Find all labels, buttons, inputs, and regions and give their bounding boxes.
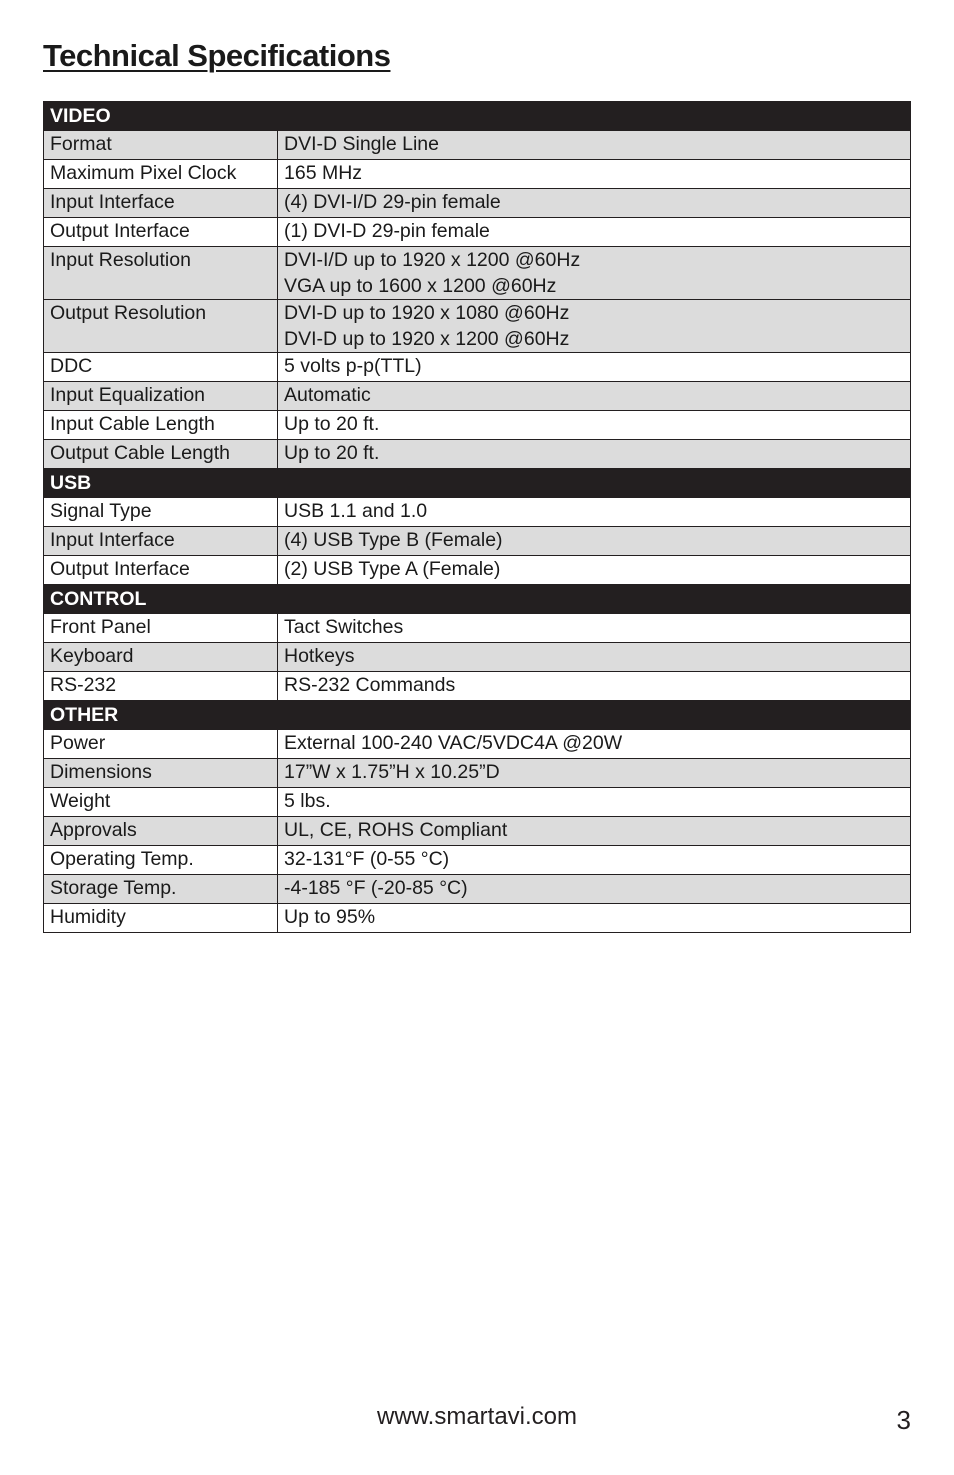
spec-label: Input Equalization: [44, 382, 278, 411]
spec-value: Up to 20 ft.: [278, 440, 911, 469]
table-row: [44, 382, 911, 411]
spec-value: 165 MHz: [278, 160, 911, 189]
spec-label: Dimensions: [44, 759, 278, 788]
table-row: [44, 353, 911, 382]
spec-value-line: DVI-I/D up to 1920 x 1200 @60Hz: [284, 249, 581, 271]
spec-value: (4) DVI-I/D 29-pin female: [278, 189, 911, 218]
table-row: [44, 817, 911, 846]
spec-value: [278, 247, 911, 300]
spec-value: (2) USB Type A (Female): [278, 556, 911, 585]
spec-value: 32-131°F (0-55 °C): [278, 846, 911, 875]
spec-label: Format: [44, 131, 278, 160]
table-row: [44, 672, 911, 701]
table-row: [44, 730, 911, 759]
table-row: [44, 788, 911, 817]
table-row: [44, 904, 911, 933]
spec-label: Signal Type: [44, 498, 278, 527]
spec-value: External 100-240 VAC/5VDC4A @20W: [278, 730, 911, 759]
spec-label: Input Interface: [44, 527, 278, 556]
spec-value: -4-185 °F (-20-85 °C): [278, 875, 911, 904]
table-row: [44, 643, 911, 672]
table-row: [44, 189, 911, 218]
spec-value-line: DVI-D up to 1920 x 1080 @60Hz: [284, 302, 570, 324]
table-row: [44, 759, 911, 788]
spec-label: DDC: [44, 353, 278, 382]
footer-website-url[interactable]: www.smartavi.com: [376, 1403, 578, 1430]
table-row: [44, 218, 911, 247]
table-row: [44, 300, 911, 353]
section-heading: VIDEO: [44, 102, 911, 131]
spec-label: Input Interface: [44, 189, 278, 218]
spec-label: Output Cable Length: [44, 440, 278, 469]
table-row: [44, 498, 911, 527]
page-title: Technical Specifications: [43, 38, 391, 73]
section-heading: OTHER: [44, 701, 911, 730]
spec-value: UL, CE, ROHS Compliant: [278, 817, 911, 846]
spec-value: RS-232 Commands: [278, 672, 911, 701]
spec-value: USB 1.1 and 1.0: [278, 498, 911, 527]
spec-label: Approvals: [44, 817, 278, 846]
spec-label: Humidity: [44, 904, 278, 933]
spec-value: 5 volts p-p(TTL): [278, 353, 911, 382]
table-row: [44, 875, 911, 904]
spec-label: Output Interface: [44, 556, 278, 585]
section-header-other: [44, 701, 911, 730]
spec-label: Input Resolution: [44, 247, 278, 300]
spec-value: Up to 20 ft.: [278, 411, 911, 440]
spec-value: DVI-D Single Line: [278, 131, 911, 160]
page-number: 3: [896, 1405, 911, 1435]
spec-value: 17”W x 1.75”H x 10.25”D: [278, 759, 911, 788]
spec-label: Output Interface: [44, 218, 278, 247]
spec-value: Tact Switches: [278, 614, 911, 643]
spec-table: [43, 101, 911, 933]
table-row: [44, 440, 911, 469]
section-heading: USB: [44, 469, 911, 498]
spec-label: RS-232: [44, 672, 278, 701]
spec-value: Up to 95%: [278, 904, 911, 933]
table-row: [44, 411, 911, 440]
spec-label: Input Cable Length: [44, 411, 278, 440]
table-row: [44, 527, 911, 556]
spec-value-line: VGA up to 1600 x 1200 @60Hz: [284, 275, 557, 297]
spec-label: Operating Temp.: [44, 846, 278, 875]
spec-label: Front Panel: [44, 614, 278, 643]
spec-value: [278, 300, 911, 353]
table-row: [44, 131, 911, 160]
table-row: [44, 846, 911, 875]
spec-value: (4) USB Type B (Female): [278, 527, 911, 556]
spec-label: Output Resolution: [44, 300, 278, 353]
spec-label: Keyboard: [44, 643, 278, 672]
spec-value: (1) DVI-D 29-pin female: [278, 218, 911, 247]
table-row: [44, 160, 911, 189]
table-row: [44, 556, 911, 585]
section-heading: CONTROL: [44, 585, 911, 614]
table-row: [44, 614, 911, 643]
section-header-video: [44, 102, 911, 131]
spec-label: Storage Temp.: [44, 875, 278, 904]
table-row: [44, 247, 911, 300]
section-header-usb: [44, 469, 911, 498]
spec-value: Hotkeys: [278, 643, 911, 672]
spec-label: Power: [44, 730, 278, 759]
section-header-control: [44, 585, 911, 614]
spec-value: 5 lbs.: [278, 788, 911, 817]
spec-label: Weight: [44, 788, 278, 817]
spec-value: Automatic: [278, 382, 911, 411]
spec-value-line: DVI-D up to 1920 x 1200 @60Hz: [284, 328, 570, 350]
spec-label: Maximum Pixel Clock: [44, 160, 278, 189]
